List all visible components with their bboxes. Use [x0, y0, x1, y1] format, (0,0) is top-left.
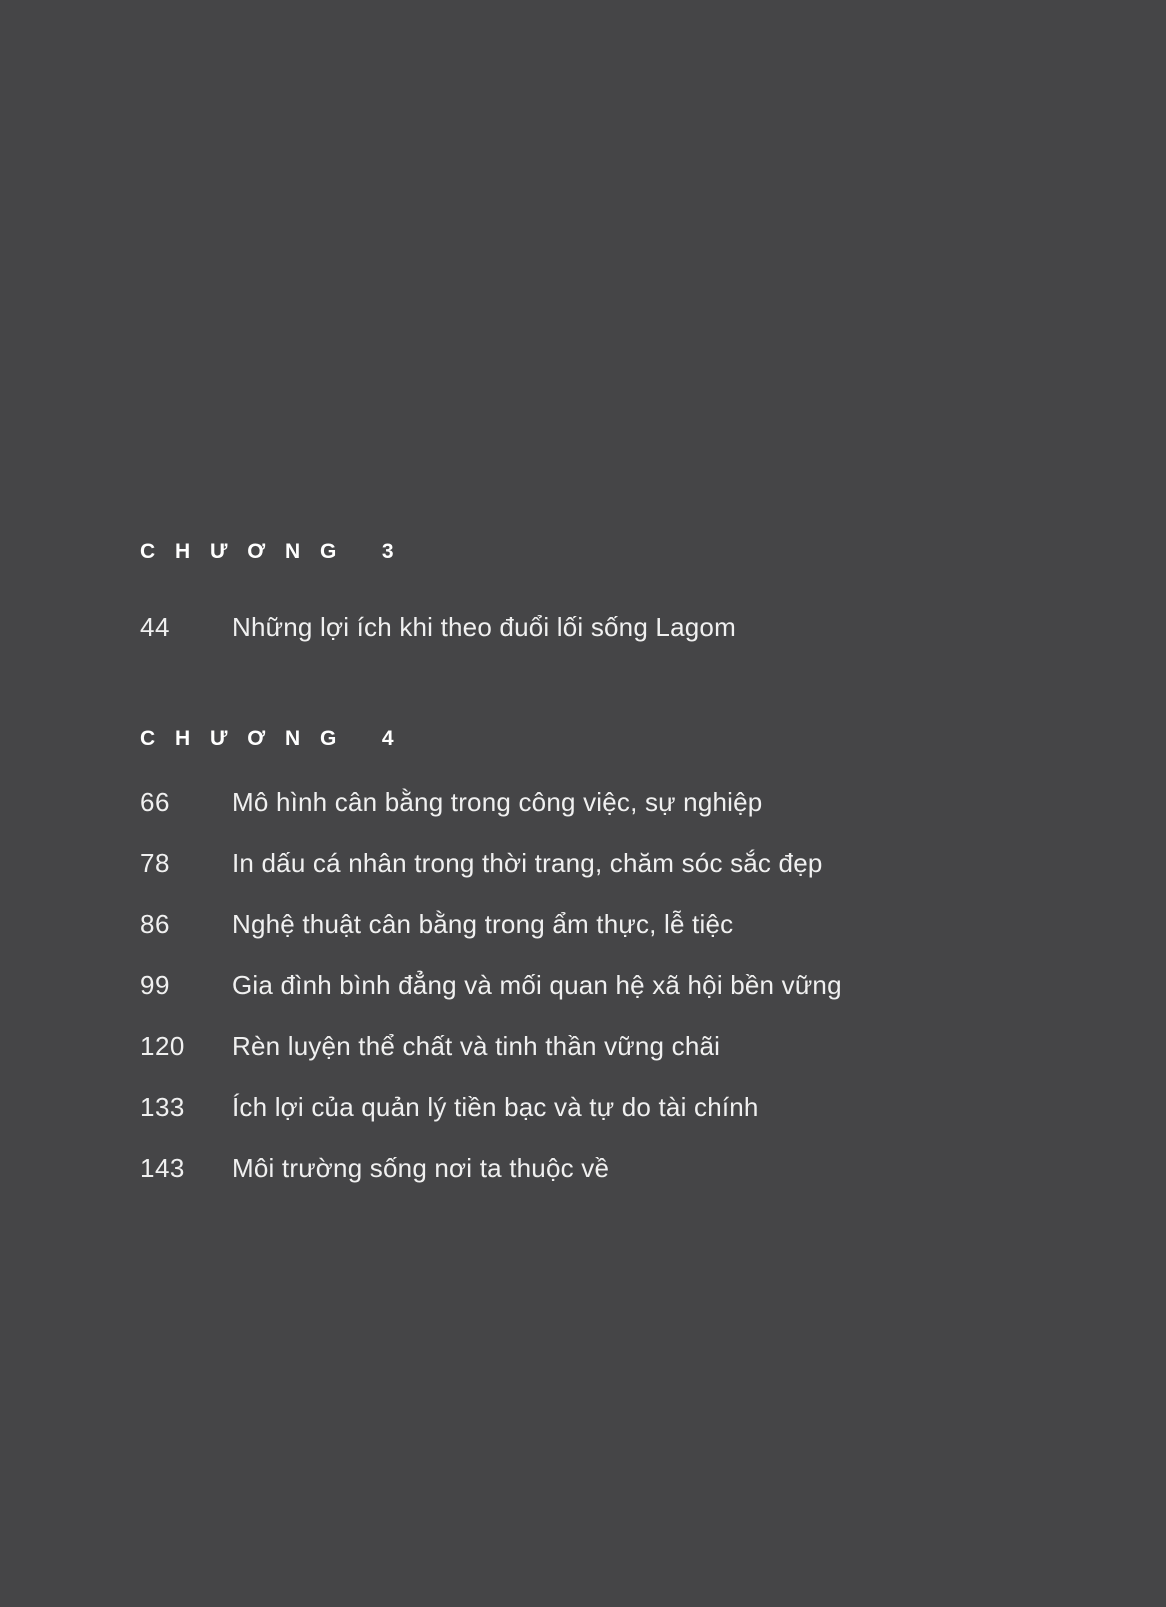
chapter-heading: C H Ư Ơ N G 3	[140, 540, 401, 563]
toc-entry-page-number: 120	[140, 1031, 185, 1061]
chapter-block-3	[140, 540, 1026, 643]
toc-entry-title: Mô hình cân bằng trong công việc, sự nghiệp	[232, 787, 763, 817]
toc-entry	[140, 1153, 1026, 1184]
toc-entry-page-number: 133	[140, 1092, 185, 1122]
toc-entry-title: Gia đình bình đẳng và mối quan hệ xã hội bền vững	[232, 970, 842, 1000]
toc-entry	[140, 848, 1026, 879]
toc-entry-title: Môi trường sống nơi ta thuộc về	[232, 1153, 610, 1183]
toc-entry	[140, 970, 1026, 1001]
toc-entry-title: Rèn luyện thể chất và tinh thần vững chãi	[232, 1031, 721, 1061]
chapter-heading: C H Ư Ơ N G 4	[140, 727, 401, 750]
toc-entry	[140, 909, 1026, 940]
toc-entry-title: Ích lợi của quản lý tiền bạc và tự do tài chính	[232, 1092, 759, 1122]
toc-entry-page-number: 78	[140, 848, 170, 878]
toc-entry-page-number: 44	[140, 612, 170, 642]
toc-entry-page-number: 99	[140, 970, 170, 1000]
toc-entry-title: Nghệ thuật cân bằng trong ẩm thực, lễ tiệc	[232, 909, 734, 939]
toc-entry-title: In dấu cá nhân trong thời trang, chăm sóc sắc đẹp	[232, 848, 823, 878]
toc-entry	[140, 787, 1026, 818]
toc-entry	[140, 1031, 1026, 1062]
toc-entry	[140, 612, 1026, 643]
toc-entry-page-number: 86	[140, 909, 170, 939]
toc-entry-title: Những lợi ích khi theo đuổi lối sống Lagom	[232, 612, 736, 642]
table-of-contents	[140, 540, 1026, 1184]
toc-entry-page-number: 143	[140, 1153, 185, 1183]
chapter-block-4	[140, 727, 1026, 1184]
toc-entry	[140, 1092, 1026, 1123]
toc-entry-page-number: 66	[140, 787, 170, 817]
